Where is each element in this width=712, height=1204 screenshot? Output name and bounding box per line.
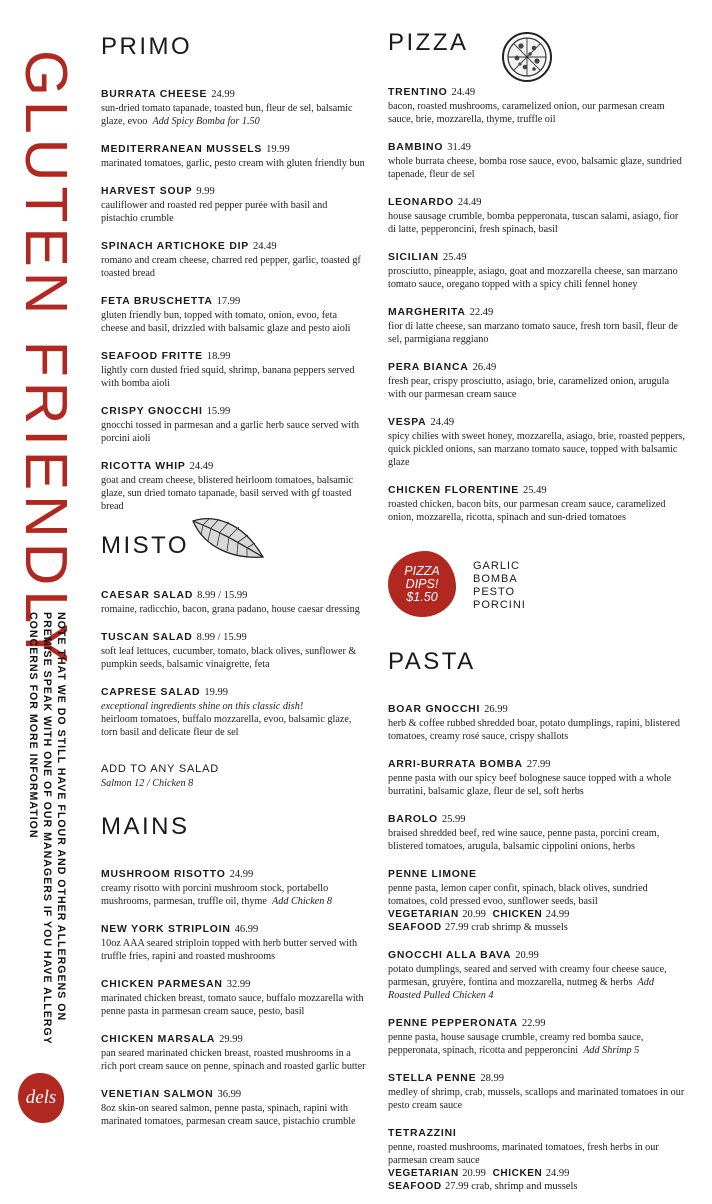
item-name: CHICKEN FLORENTINE [388, 485, 520, 496]
allergen-note-line-3: CONCERNS FOR MORE INFORMATION [27, 612, 39, 839]
item-addon: Add Chicken 8 [272, 896, 332, 907]
item-price: 26.99 [484, 704, 508, 715]
option-chicken: CHICKEN [492, 909, 543, 920]
item-price: 36.99 [217, 1089, 242, 1100]
menu-item [388, 357, 688, 401]
menu-item [101, 291, 366, 335]
dips-line-2: DIPS! [405, 577, 439, 591]
item-price: 31.49 [447, 142, 471, 153]
item-desc: spicy chilies with sweet honey, mozzarella, asiago, brie, roasted peppers, quick pickled onions, san marzano tomato sauce, topped with balsamic glaze [388, 431, 685, 468]
menu-item [101, 864, 366, 908]
item-desc: romaine, radicchio, bacon, grana padano, house caesar dressing [101, 604, 360, 615]
item-name: STELLA PENNE [388, 1073, 477, 1084]
item-desc: bacon, roasted mushrooms, caramelized onion, our parmesan cream sauce, brie, mozzarella, thyme, truffle oil [388, 101, 665, 125]
item-desc: lightly corn dusted fried squid, shrimp, banana peppers served with bomba aioli [101, 365, 355, 389]
item-price: 19.99 [204, 687, 228, 698]
item-price: 24.49 [451, 87, 476, 98]
dels-logo [18, 1073, 64, 1123]
item-price: 15.99 [206, 406, 231, 417]
menu-item [388, 137, 688, 181]
menu-item [101, 1084, 366, 1128]
primo-heading: PRIMO [101, 33, 193, 60]
item-name: VESPA [388, 417, 427, 428]
menu-item [388, 480, 688, 524]
item-desc: pan seared marinated chicken breast, roasted mushrooms in a rich port cream sauce on penne, spinach and roasted garlic butter [101, 1048, 366, 1072]
item-name: SEAFOOD FRITTE [101, 351, 203, 362]
item-price: 19.99 [266, 144, 290, 155]
menu-item [388, 412, 688, 469]
menu-item [101, 181, 366, 225]
option-vegetarian: VEGETARIAN [388, 909, 459, 920]
item-price: 24.99 [211, 89, 235, 100]
item-price: 46.99 [234, 924, 259, 935]
item-price: 8.99 / 15.99 [196, 632, 247, 643]
item-name: RICOTTA WHIP [101, 461, 186, 472]
allergen-note [22, 612, 72, 1045]
item-name: TRENTINO [388, 87, 448, 98]
item-desc: soft leaf lettuces, cucumber, tomato, black olives, sunflower & pumpkin seeds, balsamic vinaigrette, feta [101, 646, 357, 670]
item-price: 8.99 / 15.99 [197, 590, 248, 601]
menu-item [101, 974, 366, 1018]
item-desc: prosciutto, pineapple, asiago, goat and mozzarella cheese, san marzano tomato sauce, oregano topped with a spicy chili fennel honey [388, 266, 678, 290]
menu-item [388, 1068, 688, 1112]
item-price: 24.49 [253, 241, 277, 252]
menu-item [101, 84, 366, 128]
item-desc: herb & coffee rubbed shredded boar, potato dumplings, rapini, blistered tomatoes, creamy rosé sauce, crispy shallots [388, 718, 680, 742]
item-options [388, 921, 688, 934]
item-desc: marinated chicken breast, tomato sauce, buffalo mozzarella with penne pasta in parmesan cream sauce, pesto, basil [101, 993, 364, 1017]
menu-item [388, 192, 688, 236]
menu-item [101, 585, 366, 616]
pizza-heading: PIZZA [388, 29, 469, 56]
logo-text: dels [25, 1087, 57, 1108]
pasta-section [388, 647, 688, 1204]
item-name: ARRI-BURRATA BOMBA [388, 759, 523, 770]
menu-item [388, 754, 688, 798]
dip-option: BOMBA [473, 573, 518, 585]
item-desc: marinated tomatoes, garlic, pesto cream with gluten friendly bun [101, 158, 365, 169]
salad-addons [101, 759, 366, 790]
item-note: exceptional ingredients shine on this classic dish! [101, 701, 304, 712]
menu-item [101, 682, 366, 739]
menu-item [388, 699, 688, 743]
item-name: BOAR GNOCCHI [388, 704, 481, 715]
gluten-friendly-title-text: GLUTEN FRIENDLY [13, 50, 79, 669]
allergen-note-line-1: NOTE THAT WE DO STILL HAVE FLOUR AND OTHER ALLERGENS ON [55, 612, 67, 1022]
menu-item [101, 236, 366, 280]
item-name: BAROLO [388, 814, 438, 825]
menu-item [388, 809, 688, 853]
item-desc: goat and cream cheese, blistered heirloom tomatoes, balsamic glaze, sun dried tomato tapanade, basil served with gf toasted bread [101, 475, 354, 512]
menu-item [101, 456, 366, 513]
item-desc: penne pasta, lemon caper confit, spinach, black olives, sundried tomatoes, cold pressed evoo, sunflower seeds, basil [388, 883, 648, 907]
menu-item [101, 919, 366, 963]
item-name: SICILIAN [388, 252, 439, 263]
item-options [388, 1180, 688, 1193]
item-name: HARVEST SOUP [101, 186, 193, 197]
item-desc: romano and cream cheese, charred red pepper, garlic, toasted gf toasted bread [101, 255, 361, 279]
item-name: MARGHERITA [388, 307, 466, 318]
item-desc: whole burrata cheese, bomba rose sauce, evoo, balsamic glaze, sundried tapenade, fleur de sel [388, 156, 682, 180]
item-desc: 8oz skin-on seared salmon, penne pasta, spinach, rapini with marinated tomatoes, parmesan cream sauce, pistachio crumble [101, 1103, 356, 1127]
item-price: 24.49 [457, 197, 482, 208]
dip-option: PORCINI [473, 599, 526, 611]
left-column [101, 32, 366, 1139]
dip-option: PESTO [473, 586, 516, 598]
item-desc: sun-dried tomato tapanade, toasted bun, fleur de sel, balsamic glaze, evoo [101, 103, 353, 127]
salad-addons-desc: Salmon 12 / Chicken 8 [101, 778, 194, 789]
item-price: 22.49 [469, 307, 494, 318]
item-price: 25.49 [523, 485, 547, 496]
right-column [388, 28, 688, 535]
item-desc: house sausage crumble, bomba pepperonata, tuscan salami, asiago, fior di latte, pepperoncini, fresh spinach, basil [388, 211, 679, 235]
menu-item [388, 82, 688, 126]
item-desc: roasted chicken, bacon bits, our parmesan cream sauce, caramelized onion, mozzarella, ricotta, spinach and sun-dried tomatoes [388, 499, 666, 523]
item-price: 20.99 [515, 950, 539, 961]
item-desc: braised shredded beef, red wine sauce, penne pasta, porcini cream, blistered tomatoes, arugula, balsamic cippolini onions, herbs [388, 828, 660, 852]
salad-addons-title: ADD TO ANY SALAD [101, 763, 219, 775]
item-name: TETRAZZINI [388, 1128, 457, 1139]
item-name: MUSHROOM RISOTTO [101, 869, 226, 880]
item-desc: creamy risotto with porcini mushroom stock, portabello mushrooms, parmesan, truffle oil, thyme [101, 883, 329, 907]
menu-item [388, 247, 688, 291]
option-vegetarian: VEGETARIAN [388, 1168, 459, 1179]
mains-heading: MAINS [101, 813, 190, 840]
option-seafood-price: 27.99 crab shrimp & mussels [445, 922, 568, 933]
item-desc: potato dumplings, seared and served with creamy four cheese sauce, parmesan, gruyère, fontina and mozzarella, nutmeg & herbs [388, 964, 667, 988]
item-name: CRISPY GNOCCHI [101, 406, 203, 417]
item-desc: fresh pear, crispy prosciutto, asiago, brie, caramelized onion, arugula with our parmesan cream sauce [388, 376, 670, 400]
item-desc: 10oz AAA seared striploin topped with herb butter served with truffle fries, rapini and roasted mushrooms [101, 938, 358, 962]
item-price: 17.99 [216, 296, 241, 307]
item-name: MEDITERRANEAN MUSSELS [101, 144, 263, 155]
menu-item [101, 401, 366, 445]
item-addon: Add Spicy Bomba for 1.50 [152, 116, 260, 127]
item-name: CAESAR SALAD [101, 590, 194, 601]
dip-option: GARLIC [473, 560, 520, 572]
menu-item [388, 1013, 688, 1057]
item-desc: penne, roasted mushrooms, marinated tomatoes, fresh herbs in our parmesan cream sauce [388, 1142, 659, 1166]
item-name: TUSCAN SALAD [101, 632, 193, 643]
item-name: FETA BRUSCHETTA [101, 296, 213, 307]
option-seafood: SEAFOOD [388, 922, 442, 933]
item-name: CAPRESE SALAD [101, 687, 201, 698]
option-seafood-price: 27.99 crab, shrimp and mussels [445, 1181, 578, 1192]
item-desc: gluten friendly bun, topped with tomato, onion, evoo, feta cheese and basil, drizzled with balsamic glaze and pesto aioli [101, 310, 351, 334]
item-price: 26.49 [472, 362, 497, 373]
item-desc: cauliflower and roasted red pepper purée with basil and pistachio crumble [101, 200, 328, 224]
allergen-note-line-2: PREMISE SPEAK WITH ONE OF OUR MANAGERS IF YOU HAVE ALLERGY [41, 612, 53, 1045]
item-name: NEW YORK STRIPLOIN [101, 924, 231, 935]
misto-heading: MISTO [101, 532, 190, 559]
item-name: PERA BIANCA [388, 362, 469, 373]
item-price: 24.49 [430, 417, 455, 428]
item-options [388, 908, 688, 921]
item-desc: fior di latte cheese, san marzano tomato sauce, fresh torn basil, fleur de sel, parmigiana reggiano [388, 321, 678, 345]
item-options [388, 1167, 688, 1180]
pasta-heading: PASTA [388, 648, 476, 675]
menu-item [388, 864, 688, 934]
item-name: SPINACH ARTICHOKE DIP [101, 241, 250, 252]
option-chicken-price: 24.99 [545, 1168, 570, 1179]
item-desc: penne pasta with our spicy beef bolognese sauce topped with a whole burratini, balsamic glaze, fleur de sel, soft herbs [388, 773, 672, 797]
menu-item [388, 302, 688, 346]
item-price: 22.99 [521, 1018, 546, 1029]
item-name: CHICKEN MARSALA [101, 1034, 216, 1045]
item-name: LEONARDO [388, 197, 454, 208]
option-vegetarian-price: 20.99 [462, 909, 486, 920]
item-desc: gnocchi tossed in parmesan and a garlic herb sauce served with porcini aioli [101, 420, 359, 444]
item-name: BURRATA CHEESE [101, 89, 208, 100]
item-price: 24.49 [189, 461, 214, 472]
item-price: 25.99 [441, 814, 466, 825]
gluten-friendly-title [10, 50, 90, 669]
menu-item [101, 627, 366, 671]
item-addon: Add Roasted Pulled Chicken 4 [388, 977, 654, 1001]
item-desc: heirloom tomatoes, buffalo mozzarella, evoo, balsamic glaze, torn basil and delicate fleur de sel [101, 714, 352, 738]
option-chicken: CHICKEN [492, 1168, 543, 1179]
item-price: 9.99 [196, 186, 215, 197]
menu-item [101, 1029, 366, 1073]
item-desc: penne pasta, house sausage crumble, creamy red bomba sauce, pepperonata, spinach, ricotta and pepperoncini [388, 1032, 644, 1056]
item-price: 32.99 [226, 979, 251, 990]
menu-item [388, 1123, 688, 1193]
item-name: GNOCCHI ALLA BAVA [388, 950, 512, 961]
dips-list [473, 560, 526, 612]
item-name: VENETIAN SALMON [101, 1089, 214, 1100]
item-name: CHICKEN PARMESAN [101, 979, 223, 990]
option-seafood: SEAFOOD [388, 1181, 442, 1192]
item-price: 25.49 [442, 252, 467, 263]
item-name: BAMBINO [388, 142, 444, 153]
item-name: PENNE LIMONE [388, 869, 477, 880]
dips-price: $1.50 [406, 590, 438, 604]
item-price: 27.99 [526, 759, 551, 770]
item-desc: medley of shrimp, crab, mussels, scallops and marinated tomatoes in our pesto cream sauce [388, 1087, 685, 1111]
item-price: 24.99 [229, 869, 254, 880]
item-price: 28.99 [480, 1073, 504, 1084]
item-price: 18.99 [206, 351, 231, 362]
item-name: PENNE PEPPERONATA [388, 1018, 518, 1029]
option-chicken-price: 24.99 [545, 909, 570, 920]
option-vegetarian-price: 20.99 [462, 1168, 486, 1179]
item-addon: Add Shrimp 5 [583, 1045, 640, 1056]
menu-item [101, 139, 366, 170]
pizza-dips-badge [388, 551, 456, 617]
menu-item [101, 346, 366, 390]
dips-line-1: PIZZA [404, 564, 440, 578]
menu-item [388, 945, 688, 1002]
item-price: 29.99 [219, 1034, 243, 1045]
